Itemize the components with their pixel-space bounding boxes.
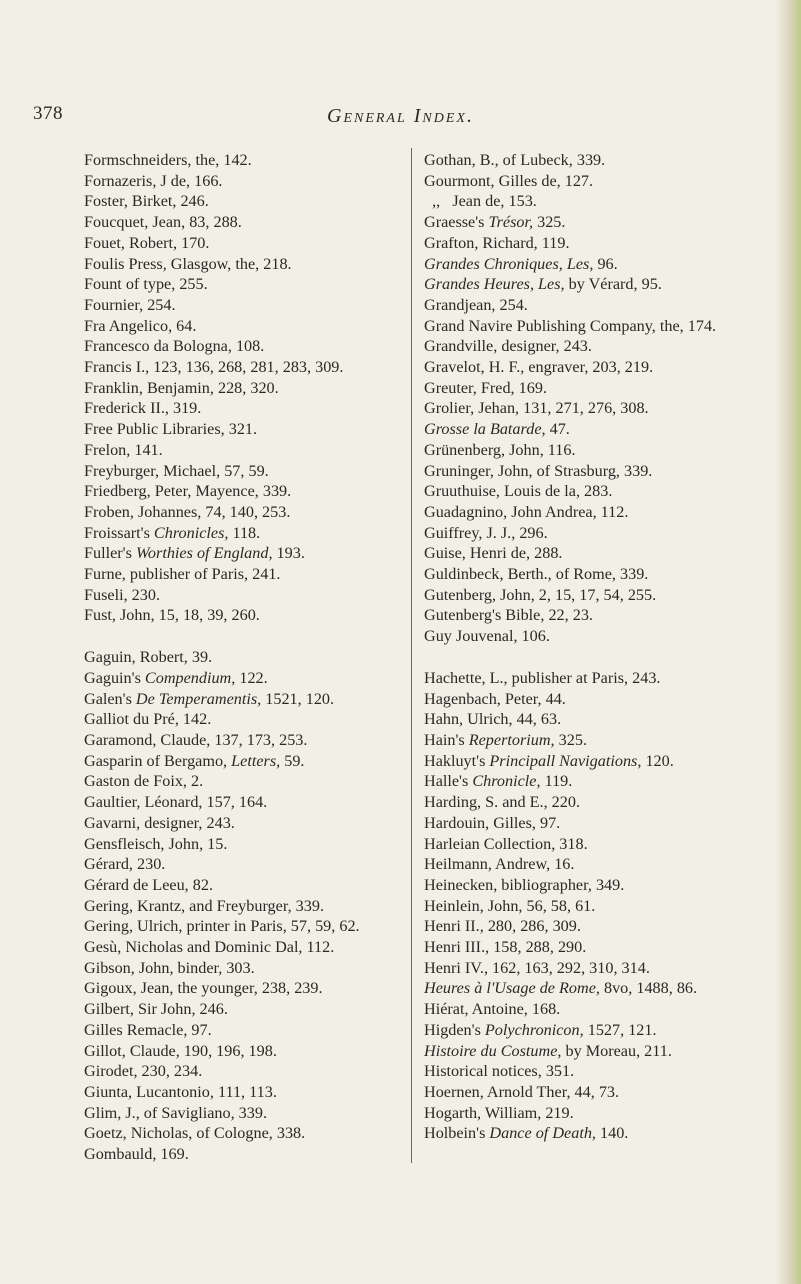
index-entry	[424, 295, 796, 316]
index-entry	[424, 274, 796, 295]
index-entry	[424, 1082, 796, 1103]
entry-text: Guy Jouvenal, 106.	[424, 627, 550, 646]
entry-text: Heinecken, bibliographer, 349.	[424, 875, 625, 894]
entry-text: Gaguin's	[84, 668, 145, 687]
index-entry	[84, 440, 406, 461]
index-entry	[424, 481, 796, 502]
entry-text: Gothan, B., of Lubeck, 339.	[424, 151, 606, 169]
index-entry	[84, 647, 406, 668]
index-entry	[424, 564, 796, 585]
entry-text: Halle's	[424, 772, 473, 791]
entry-text: Frederick II., 319.	[84, 399, 202, 418]
index-entry	[84, 357, 406, 378]
entry-text: Guadagnino, John Andrea, 112.	[424, 502, 629, 521]
index-entry	[424, 419, 796, 440]
entry-text: Guldinbeck, Berth., of Rome, 339.	[424, 565, 649, 584]
entry-text: Gombauld, 169.	[84, 1145, 189, 1164]
index-entry	[84, 212, 406, 233]
index-entry	[84, 150, 406, 171]
index-entry	[424, 1123, 796, 1144]
entry-text: Hakluyt's	[424, 751, 490, 770]
index-entry	[424, 896, 796, 917]
index-entry	[84, 316, 406, 337]
entry-text: Giunta, Lucantonio, 111, 113.	[84, 1082, 277, 1101]
index-entry	[84, 1144, 406, 1165]
index-entry	[84, 1082, 406, 1103]
entry-text: Gutenberg, John, 2, 15, 17, 54, 255.	[424, 585, 657, 604]
entry-text: Froben, Johannes, 74, 140, 253.	[84, 502, 291, 521]
entry-title: De Temperamentis,	[135, 689, 262, 708]
index-entry	[84, 274, 406, 295]
index-entry	[84, 999, 406, 1020]
entry-text: Gérard de Leeu, 82.	[84, 875, 213, 894]
entry-text: Gavarni, designer, 243.	[84, 813, 235, 832]
entry-text: Hoernen, Arnold Ther, 44, 73.	[424, 1082, 620, 1101]
entry-text: Gaston de Foix, 2.	[84, 772, 204, 791]
entry-text: Gruninger, John, of Strasburg, 339.	[424, 461, 653, 480]
index-entry	[84, 730, 406, 751]
entry-pages: by Moreau, 211.	[561, 1041, 672, 1060]
index-entry	[424, 958, 796, 979]
index-entry	[424, 316, 796, 337]
entry-pages: 59.	[280, 751, 305, 770]
entry-title: Grandes Chroniques, Les,	[424, 254, 594, 273]
index-entry	[84, 689, 406, 710]
index-entry	[424, 212, 796, 233]
index-entry	[424, 813, 796, 834]
entry-pages: 120.	[641, 751, 674, 770]
index-entry	[424, 585, 796, 606]
page-number: 378	[33, 103, 63, 124]
entry-text: Goetz, Nicholas, of Cologne, 338.	[84, 1124, 306, 1143]
entry-title: Compendium,	[144, 668, 236, 687]
entry-text: Frelon, 141.	[84, 440, 163, 459]
entry-text: Galen's	[84, 689, 136, 708]
index-entry	[424, 626, 796, 647]
entry-title: Trésor,	[488, 213, 534, 232]
entry-text: Fuseli, 230.	[84, 585, 160, 604]
entry-title: Chronicle,	[472, 772, 541, 791]
index-entry	[424, 461, 796, 482]
index-entry	[84, 295, 406, 316]
entry-pages: by Vérard, 95.	[564, 275, 662, 294]
column-divider	[411, 148, 412, 1163]
entry-text: Gasparin of Bergamo,	[84, 751, 232, 770]
entry-text: Gesù, Nicholas and Dominic Dal, 112.	[84, 938, 335, 957]
index-entry	[424, 978, 796, 999]
entry-text: Henri IV., 162, 163, 292, 310, 314.	[424, 958, 650, 977]
entry-text: Grolier, Jehan, 131, 271, 276, 308.	[424, 399, 649, 418]
section-gap	[84, 626, 406, 647]
entry-pages: 119.	[540, 772, 573, 791]
entry-text: Gigoux, Jean, the younger, 238, 239.	[84, 979, 323, 998]
entry-text: Fornazeris, J de, 166.	[84, 171, 223, 190]
index-entry	[424, 254, 796, 275]
entry-text: Francesco da Bologna, 108.	[84, 337, 265, 356]
index-entry	[84, 191, 406, 212]
index-entry	[424, 916, 796, 937]
entry-text: Gilbert, Sir John, 246.	[84, 1000, 228, 1019]
entry-title: Heures à l'Usage de Rome,	[424, 979, 600, 998]
entry-text: Harleian Collection, 318.	[424, 834, 588, 853]
entry-pages: 325.	[533, 213, 566, 232]
entry-title: Chronicles,	[153, 523, 229, 542]
index-entry	[84, 792, 406, 813]
index-entry	[424, 378, 796, 399]
entry-pages: 8vo, 1488, 86.	[599, 979, 698, 998]
entry-text: Furne, publisher of Paris, 241.	[84, 565, 281, 584]
index-entry	[424, 1061, 796, 1082]
index-entry	[84, 254, 406, 275]
index-entry	[84, 233, 406, 254]
index-column-left	[84, 150, 406, 1165]
entry-text: Grand Navire Publishing Company, the, 174.	[424, 316, 717, 335]
index-entry	[84, 419, 406, 440]
index-entry	[84, 813, 406, 834]
entry-text: Guiffrey, J. J., 296.	[424, 523, 548, 542]
entry-pages: 325.	[554, 730, 587, 749]
entry-pages: 47.	[545, 420, 570, 439]
entry-title: Worthies of England,	[135, 544, 273, 563]
index-entry	[84, 978, 406, 999]
index-entry	[424, 771, 796, 792]
index-entry	[84, 481, 406, 502]
entry-title: Letters,	[231, 751, 281, 770]
entry-text: Francis I., 123, 136, 268, 281, 283, 309.	[84, 358, 344, 377]
index-entry	[424, 834, 796, 855]
entry-text: Grünenberg, John, 116.	[424, 440, 576, 459]
index-entry	[84, 916, 406, 937]
entry-pages: 122.	[235, 668, 268, 687]
entry-text: Gibson, John, binder, 303.	[84, 958, 255, 977]
index-entry	[84, 543, 406, 564]
index-entry	[84, 709, 406, 730]
entry-title: Polychronicon,	[484, 1020, 584, 1039]
index-entry	[424, 440, 796, 461]
entry-title: Grandes Heures, Les,	[424, 275, 565, 294]
index-entry	[84, 1103, 406, 1124]
index-entry	[84, 854, 406, 875]
entry-text: Froissart's	[84, 523, 154, 542]
entry-title: Dance of Death,	[489, 1124, 596, 1143]
entry-pages: 193.	[272, 544, 305, 563]
index-entry	[424, 357, 796, 378]
entry-text: Hagenbach, Peter, 44.	[424, 689, 566, 708]
index-entry	[84, 937, 406, 958]
entry-text: Fra Angelico, 64.	[84, 316, 197, 335]
entry-title: Histoire du Costume,	[424, 1041, 562, 1060]
index-entry	[424, 605, 796, 626]
entry-text: Gaultier, Léonard, 157, 164.	[84, 793, 268, 812]
index-entry	[424, 543, 796, 564]
entry-text: Hiérat, Antoine, 168.	[424, 1000, 561, 1019]
index-entry	[84, 1020, 406, 1041]
index-entry	[424, 709, 796, 730]
index-entry	[424, 999, 796, 1020]
entry-text: Grandjean, 254.	[424, 295, 528, 314]
entry-text: Gering, Ulrich, printer in Paris, 57, 59, 62.	[84, 917, 360, 936]
index-entry	[424, 730, 796, 751]
index-entry	[84, 896, 406, 917]
entry-text: Historical notices, 351.	[424, 1062, 575, 1081]
entry-text: Foucquet, Jean, 83, 288.	[84, 213, 242, 232]
index-entry	[424, 150, 796, 171]
entry-text: Grandville, designer, 243.	[424, 337, 592, 356]
index-entry	[424, 398, 796, 419]
index-entry	[84, 502, 406, 523]
entry-text: Gourmont, Gilles de, 127.	[424, 171, 594, 190]
entry-text: Gruuthuise, Louis de la, 283.	[424, 482, 613, 501]
entry-text: Gravelot, H. F., engraver, 203, 219.	[424, 358, 654, 377]
entry-text: Free Public Libraries, 321.	[84, 420, 258, 439]
entry-title: Repertorium,	[468, 730, 555, 749]
index-entry	[84, 1041, 406, 1062]
index-entry	[84, 171, 406, 192]
entry-text: ,, Jean de, 153.	[424, 192, 537, 211]
section-gap	[424, 647, 796, 668]
entry-text: Graesse's	[424, 213, 489, 232]
entry-text: Friedberg, Peter, Mayence, 339.	[84, 482, 292, 501]
entry-text: Foster, Birket, 246.	[84, 192, 209, 211]
entry-text: Glim, J., of Savigliano, 339.	[84, 1103, 268, 1122]
index-column-right	[424, 150, 796, 1144]
index-entry	[84, 751, 406, 772]
entry-text: Girodet, 230, 234.	[84, 1062, 203, 1081]
index-entry	[84, 771, 406, 792]
index-entry	[84, 585, 406, 606]
entry-text: Holbein's	[424, 1124, 490, 1143]
index-entry	[84, 668, 406, 689]
page-title: General Index.	[327, 105, 474, 127]
entry-text: Gillot, Claude, 190, 196, 198.	[84, 1041, 277, 1060]
entry-text: Gaguin, Robert, 39.	[84, 648, 213, 667]
index-entry	[424, 937, 796, 958]
index-entry	[424, 751, 796, 772]
entry-text: Fuller's	[84, 544, 136, 563]
entry-text: Gérard, 230.	[84, 855, 166, 874]
index-entry	[424, 523, 796, 544]
entry-text: Galliot du Pré, 142.	[84, 710, 212, 729]
index-entry	[424, 1020, 796, 1041]
index-entry	[424, 502, 796, 523]
index-entry	[424, 233, 796, 254]
entry-text: Heilmann, Andrew, 16.	[424, 855, 575, 874]
index-entry	[84, 1123, 406, 1144]
entry-pages: 96.	[593, 254, 618, 273]
entry-text: Foulis Press, Glasgow, the, 218.	[84, 254, 292, 273]
index-entry	[424, 854, 796, 875]
entry-text: Formschneiders, the, 142.	[84, 151, 252, 169]
entry-text: Fournier, 254.	[84, 295, 176, 314]
index-entry	[84, 461, 406, 482]
entry-text: Hahn, Ulrich, 44, 63.	[424, 710, 562, 729]
entry-text: Hogarth, William, 219.	[424, 1103, 574, 1122]
index-entry	[424, 1103, 796, 1124]
index-entry	[424, 336, 796, 357]
index-entry	[424, 171, 796, 192]
index-entry	[424, 875, 796, 896]
entry-text: Fount of type, 255.	[84, 275, 208, 294]
index-entry	[84, 564, 406, 585]
entry-text: Gering, Krantz, and Freyburger, 339.	[84, 896, 324, 915]
entry-text: Freyburger, Michael, 57, 59.	[84, 461, 269, 480]
entry-text: Gutenberg's Bible, 22, 23.	[424, 606, 593, 625]
entry-text: Hardouin, Gilles, 97.	[424, 813, 561, 832]
index-entry	[84, 605, 406, 626]
index-entry	[84, 834, 406, 855]
entry-text: Franklin, Benjamin, 228, 320.	[84, 378, 279, 397]
entry-text: Greuter, Fred, 169.	[424, 378, 547, 397]
entry-text: Fust, John, 15, 18, 39, 260.	[84, 606, 260, 625]
index-entry	[424, 191, 796, 212]
entry-text: Gilles Remacle, 97.	[84, 1020, 212, 1039]
index-entry	[424, 1041, 796, 1062]
entry-text: Henri II., 280, 286, 309.	[424, 917, 581, 936]
entry-text: Hachette, L., publisher at Paris, 243.	[424, 668, 661, 687]
index-entry	[84, 378, 406, 399]
index-entry	[84, 958, 406, 979]
index-entry	[424, 792, 796, 813]
index-entry	[84, 523, 406, 544]
index-entry	[84, 1061, 406, 1082]
index-entry	[84, 398, 406, 419]
entry-title: Principall Navigations,	[489, 751, 642, 770]
entry-text: Grafton, Richard, 119.	[424, 233, 570, 252]
index-entry	[84, 336, 406, 357]
index-entry	[424, 689, 796, 710]
entry-text: Higden's	[424, 1020, 485, 1039]
entry-text: Gensfleisch, John, 15.	[84, 834, 228, 853]
entry-pages: 1527, 121.	[583, 1020, 657, 1039]
entry-text: Henri III., 158, 288, 290.	[424, 938, 587, 957]
entry-pages: 140.	[595, 1124, 629, 1143]
entry-pages: 118.	[228, 523, 261, 542]
entry-text: Garamond, Claude, 137, 173, 253.	[84, 730, 308, 749]
index-entry	[84, 875, 406, 896]
entry-text: Fouet, Robert, 170.	[84, 233, 210, 252]
entry-text: Heinlein, John, 56, 58, 61.	[424, 896, 596, 915]
entry-pages: 1521, 120.	[261, 689, 335, 708]
entry-text: Guise, Henri de, 288.	[424, 544, 563, 563]
index-entry	[424, 668, 796, 689]
entry-text: Hain's	[424, 730, 469, 749]
entry-text: Harding, S. and E., 220.	[424, 793, 581, 812]
entry-title: Grosse la Batarde,	[424, 420, 546, 439]
